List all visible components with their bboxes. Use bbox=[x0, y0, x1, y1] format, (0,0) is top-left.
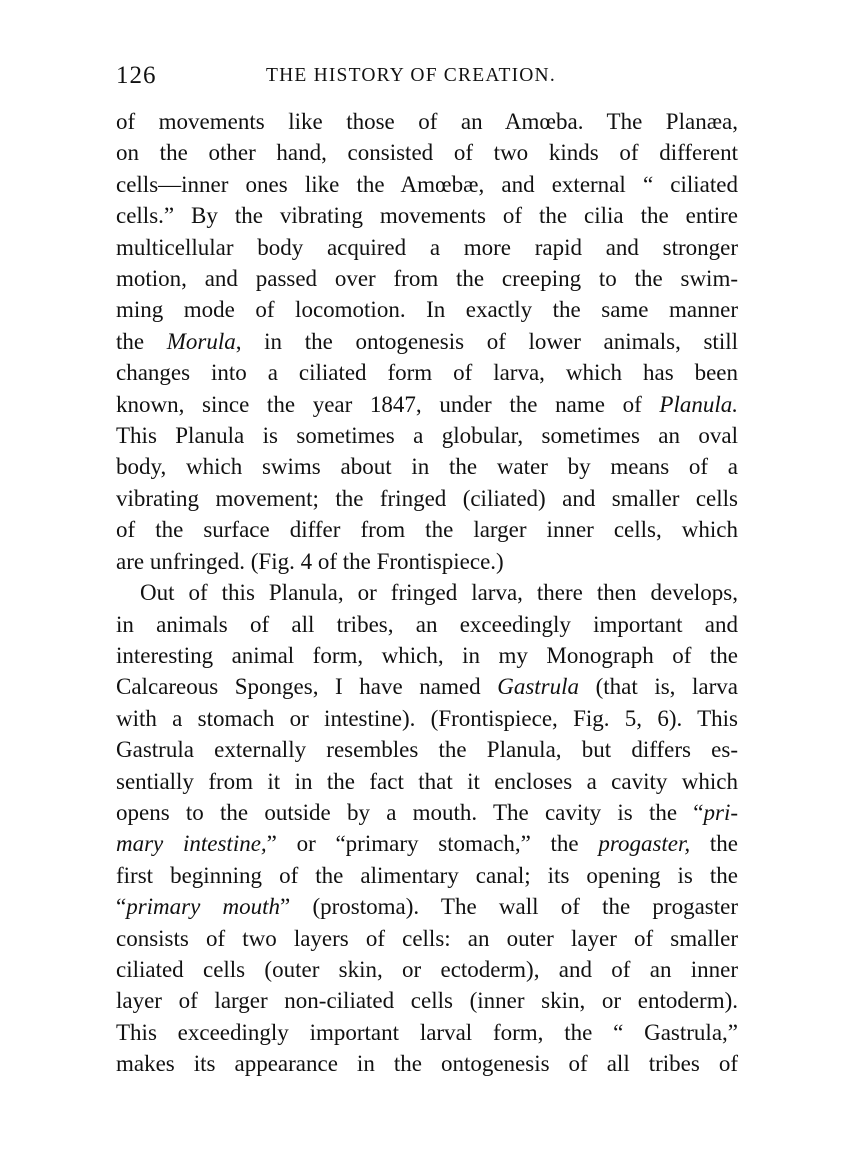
page-number: 126 bbox=[116, 62, 157, 89]
text-line: This Planula is sometimes a globular, sometimes an oval bbox=[116, 423, 738, 449]
page-header bbox=[116, 62, 738, 98]
text-line: This exceedingly important larval form, the “ Gastrula,” bbox=[116, 1019, 738, 1045]
book-page bbox=[116, 62, 738, 1080]
text-line: known, since the year 1847, under the name of Planula. bbox=[116, 391, 738, 417]
text-line: body, which swims about in the water by means of a bbox=[116, 454, 738, 480]
text-line: mary intestine,” or “primary stomach,” the progaster, the bbox=[116, 831, 738, 857]
text-line: cells—inner ones like the Amœbæ, and external “ ciliated bbox=[116, 171, 738, 197]
text-line: sentially from it in the fact that it encloses a cavity which bbox=[116, 768, 738, 794]
text-line: Calcareous Sponges, I have named Gastrula (that is, larva bbox=[116, 674, 738, 700]
text-line: Out of this Planula, or fringed larva, there then develops, bbox=[140, 580, 738, 606]
text-line: opens to the outside by a mouth. The cavity is the “pri- bbox=[116, 799, 738, 825]
text-line: the Morula, in the ontogenesis of lower animals, still bbox=[116, 328, 738, 354]
text-line: makes its appearance in the ontogenesis of all tribes of bbox=[116, 1051, 738, 1077]
text-line: are unfringed. (Fig. 4 of the Frontispiece.) bbox=[116, 548, 504, 574]
text-line: vibrating movement; the fringed (ciliated) and smaller cells bbox=[116, 485, 738, 511]
text-line: ming mode of locomotion. In exactly the same manner bbox=[116, 297, 738, 323]
text-line: on the other hand, consisted of two kinds of different bbox=[116, 140, 738, 166]
text-line: motion, and passed over from the creeping to the swim- bbox=[116, 266, 738, 292]
text-line: consists of two layers of cells: an outer layer of smaller bbox=[116, 925, 738, 951]
text-line: changes into a ciliated form of larva, which has been bbox=[116, 360, 738, 386]
text-line: “primary mouth” (prostoma). The wall of the progaster bbox=[116, 894, 738, 920]
text-line: interesting animal form, which, in my Monograph of the bbox=[116, 642, 738, 668]
text-line: of the surface differ from the larger inner cells, which bbox=[116, 517, 738, 543]
paragraph-2 bbox=[116, 577, 738, 1080]
text-line: first beginning of the alimentary canal; its opening is the bbox=[116, 862, 738, 888]
text-line: in animals of all tribes, an exceedingly important and bbox=[116, 611, 738, 637]
text-line: of movements like those of an Amœba. The Planæa, bbox=[116, 109, 738, 134]
text-line: layer of larger non-ciliated cells (inner skin, or entoderm). bbox=[116, 988, 738, 1014]
text-line: Gastrula externally resembles the Planula, but differs es- bbox=[116, 737, 738, 763]
text-line: cells.” By the vibrating movements of the cilia the entire bbox=[116, 203, 738, 229]
paragraph-1 bbox=[116, 106, 738, 577]
body-text bbox=[116, 106, 738, 1080]
text-line: with a stomach or intestine). (Frontispiece, Fig. 5, 6). This bbox=[116, 705, 738, 731]
text-line: multicellular body acquired a more rapid and stronger bbox=[116, 234, 738, 260]
running-head: THE HISTORY OF CREATION. bbox=[266, 65, 556, 86]
text-line: ciliated cells (outer skin, or ectoderm), and of an inner bbox=[116, 956, 738, 982]
